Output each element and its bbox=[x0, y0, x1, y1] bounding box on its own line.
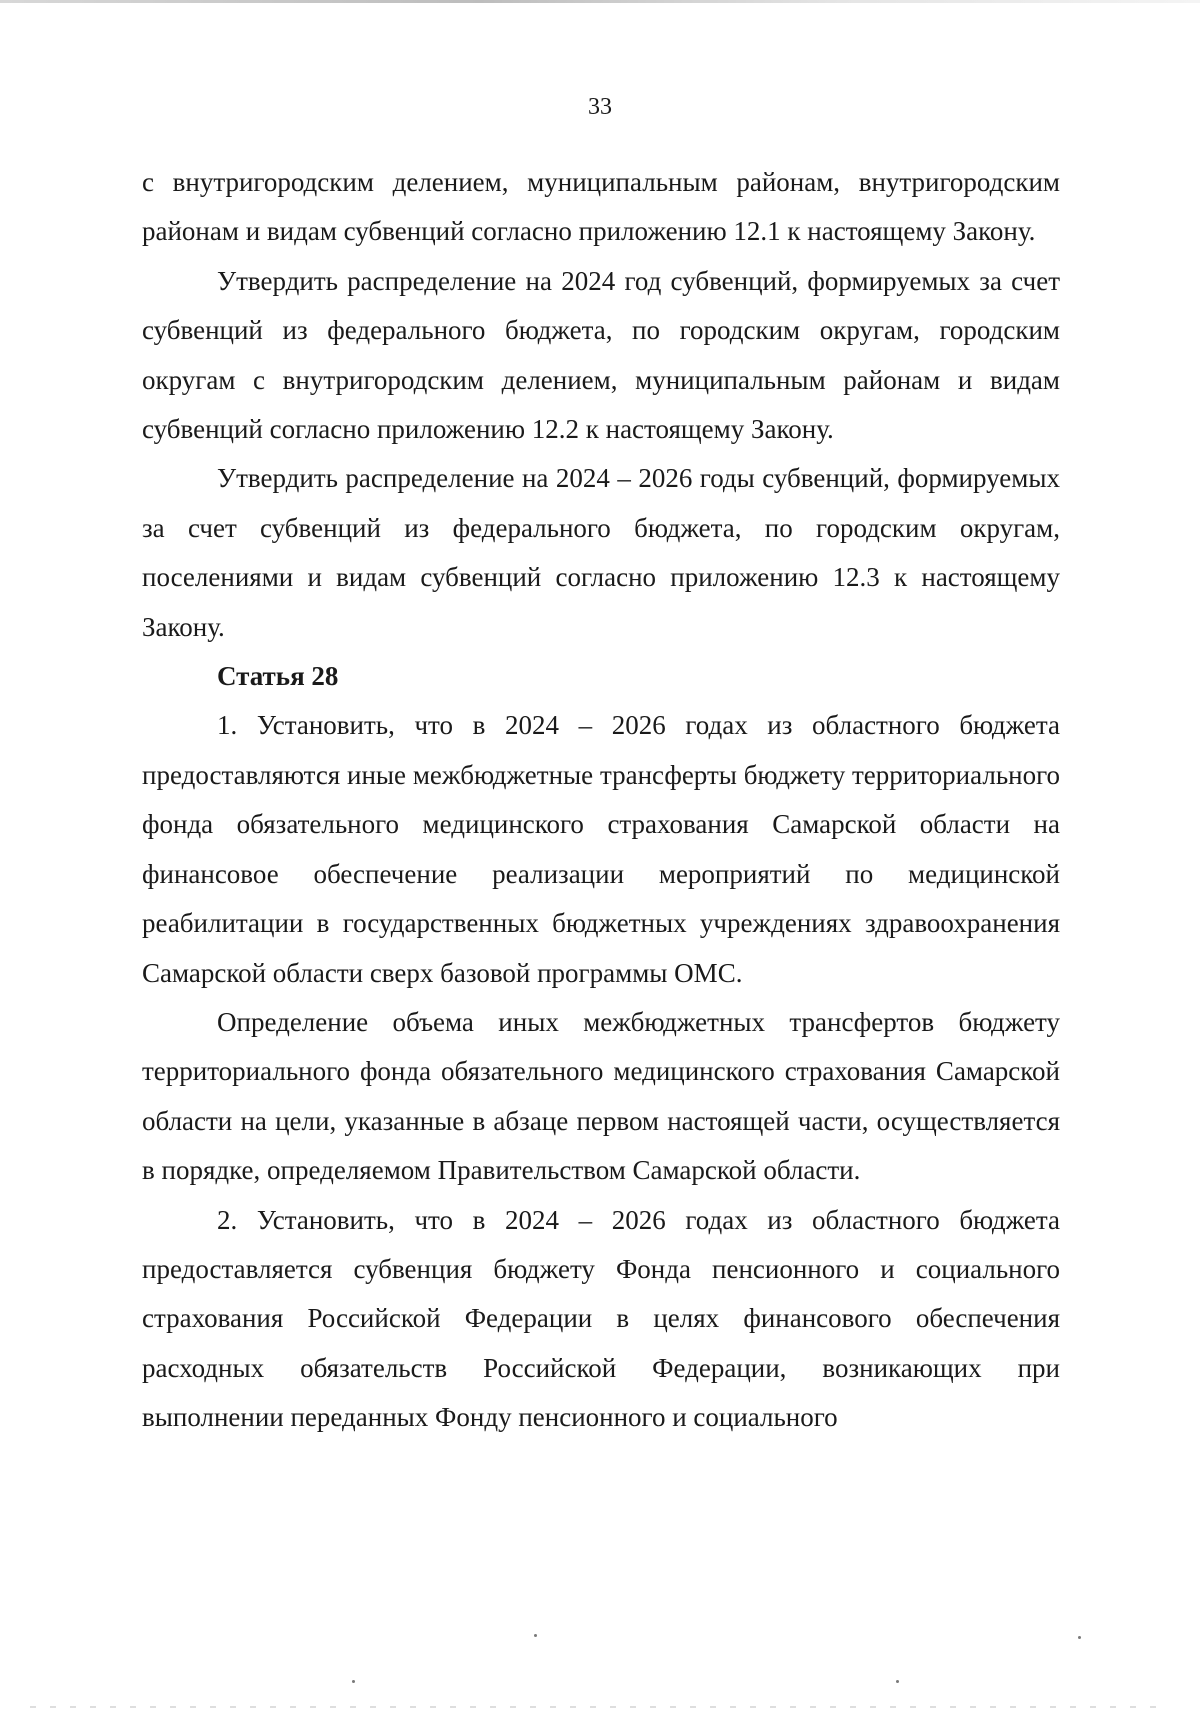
document-body bbox=[142, 158, 1060, 1443]
paragraph-part-1-definition: Определение объема иных межбюджетных трансфертов бюджету территориального фонда обязательного медицинского страхования Самарской области на цели, указанные в абзаце первом настоящей части, осуществляется в порядке, определяемом Правительством Самарской области. bbox=[142, 1006, 1060, 1186]
page-number: 33 bbox=[588, 94, 612, 120]
scan-speck bbox=[352, 1680, 355, 1683]
scan-bottom-edge bbox=[30, 1706, 1170, 1708]
article-heading: Статья 28 bbox=[217, 661, 339, 692]
scan-top-edge bbox=[0, 0, 1200, 3]
paragraph-continuation: с внутригородским делением, муниципальным районам, внутригородским районам и видам субвенций согласно приложению 12.1 к настоящему Закону. bbox=[142, 167, 1060, 247]
paragraph-appendix-12-3: Утвердить распределение на 2024 – 2026 годы субвенций, формируемых за счет субвенций из федерального бюджета, по городским округам, поселениями и видам субвенций согласно приложению 12.3 к настоящему Закону. bbox=[142, 463, 1060, 642]
paragraph-appendix-12-2: Утвердить распределение на 2024 год субвенций, формируемых за счет субвенций из федерального бюджета, по городским округам, городским округам с внутригородским делением, муниципальным районам и видам субвенций согласно приложению 12.2 к настоящему Закону. bbox=[142, 265, 1060, 445]
paragraph-part-1: 1. Установить, что в 2024 – 2026 годах из областного бюджета предоставляются иные межбюджетные трансферты бюджету территориального фонда обязательного медицинского страхования Самарской области на финансовое обеспечение реализации мероприятий по медицинской реабилитации в государственных бюджетных учреждениях здравоохранения Самарской области сверх базовой программы ОМС. bbox=[142, 710, 1060, 988]
scan-speck bbox=[534, 1634, 537, 1637]
scan-speck bbox=[896, 1680, 899, 1683]
scan-speck bbox=[1078, 1636, 1081, 1639]
paragraph-part-2: 2. Установить, что в 2024 – 2026 годах из областного бюджета предоставляется субвенция бюджету Фонда пенсионного и социального страхования Российской Федерации в целях финансового обеспечения расходных обязательств Российской Федерации, возникающих при выполнении переданных Фонду пенсионного и социального bbox=[142, 1204, 1060, 1433]
